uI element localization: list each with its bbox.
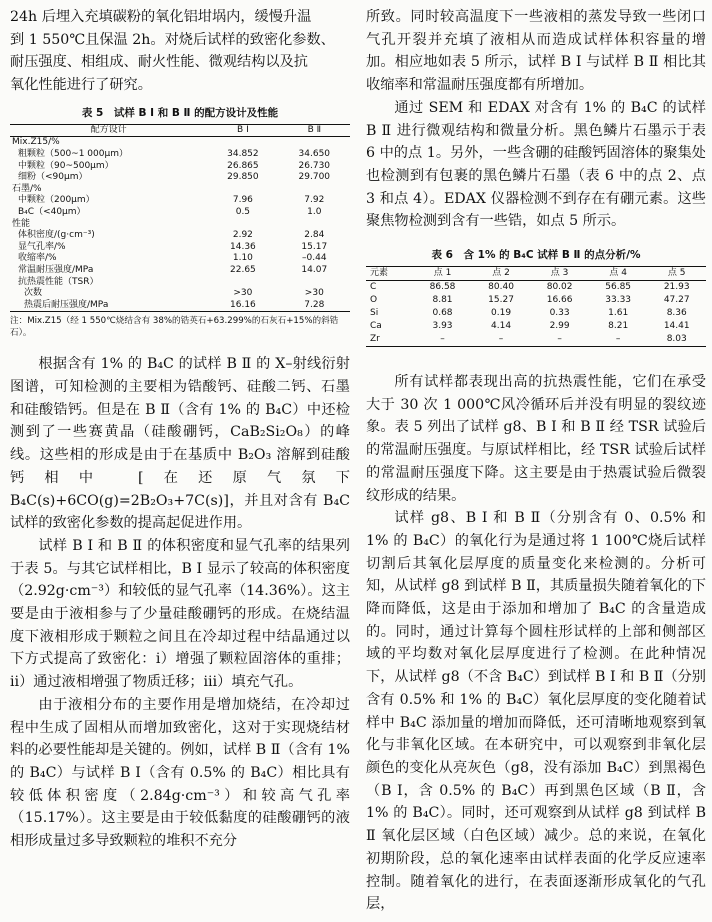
cell-value: 80.02 [546, 282, 573, 293]
table6 [366, 266, 706, 347]
cell-value: 26.730 [298, 160, 331, 171]
table6-body [366, 281, 706, 347]
right-paragraph-3: 所有试样都表现出高的抗热震性能，它们在承受大于 30 次 1 000℃风冷循环后并没有明显的裂纹迹象。表 5 列出了试样 g8、B I 和 B Ⅱ 经 TSR 试验后的常温耐压强度。与原试样相比，经 TSR 试验后试样的常温耐压强度下降。这主要是由于热震试验后微裂纹形成的结果。 [366, 374, 706, 504]
cell-value [279, 277, 350, 289]
table6-header-row [366, 267, 706, 281]
cell-value: 8.21 [608, 321, 629, 332]
cell-value [279, 137, 350, 149]
cell-value [207, 277, 278, 289]
cell-value: 15.17 [301, 241, 328, 252]
table-row [10, 230, 350, 242]
table-row [10, 288, 350, 300]
row-label: 热震后耐压强度/MPa [10, 300, 207, 312]
cell-value: –0.44 [302, 253, 327, 264]
row-label: Si [370, 308, 379, 319]
cell-value: 1.10 [232, 253, 253, 264]
cell-value: 8.36 [666, 308, 687, 319]
table-row [10, 219, 350, 231]
table6-header: 点 5 [647, 267, 706, 281]
row-label: Ca [370, 321, 382, 332]
table-row [10, 265, 350, 277]
cell-value: 34.650 [298, 149, 331, 159]
table-row [366, 320, 706, 333]
table-row [10, 253, 350, 265]
left-paragraph-1: 根据含有 1% 的 B₄C 的试样 B Ⅱ 的 X–射线衍射图谱，可知检测的主要相为锆酸钙、硅酸二钙、石墨和硅酸锆钙。但是在 B Ⅱ（含有 1% 的 B₄C）中还检测到了一些赛黄晶（硅酸硼钙，CaB₂Si₂O₈）的峰线。这些相的形成是由于在基质中 B₂O₃ 溶解到硅酸钙相中 [在还原气氛下 B₄C(s)+6CO(g)=2B₂O₃+7C(s)]，并且对含有 B₄C 试样的致密化参数的提高起促进作用。 [10, 356, 350, 532]
row-label: 常温耐压强度/MPa [18, 264, 94, 275]
table-row [366, 281, 706, 295]
row-label: 收缩率/% [18, 253, 57, 264]
left-top-line-3: 耐压强度、相组成、耐火性能、微观结构以及抗 [10, 54, 308, 71]
table5-body [10, 137, 350, 312]
right-paragraph-2: 通过 SEM 和 EDAX 对含有 1% 的 B₄C 的试样 B Ⅱ 进行微观结构和微量分析。黑色鳞片石墨示于表 6 中的点 1。另外，一些含硼的硅酸钙固溶体的聚集处也检测到有包裹的黑色鳞片石墨（表 6 中的点 2、点 3 和点 4）。EDAX 仪器检测不到存在有硼元素。这些聚焦物检测到含有一些锆，如点 5 所示。 [366, 99, 706, 230]
table5-header: 配方设计 [10, 124, 207, 137]
left-paragraph-2: 试样 B I 和 B Ⅱ 的体积密度和显气孔率的结果列于表 5。与其它试样相比，B I 显示了较高的体积密度（2.92g·cm⁻³）和较低的显气孔率（14.36%）。这主要是由于液相参与了少量硅酸硼钙的形成。在烧结温度下液相形成于颗粒之间且在冷却过程中结晶通过以下方式提高了致密化：ⅰ）增强了颗粒固溶体的重排；ⅱ）通过液相增强了物质迁移；ⅲ）填充气孔。 [10, 537, 350, 691]
table-row [10, 195, 350, 207]
cell-value: 0.68 [432, 308, 453, 319]
right-paragraph-4: 试样 g8、B I 和 B Ⅱ（分别含有 0、0.5% 和 1% 的 B₄C）的氧化行为是通过将 1 100℃烧后试样切割后其氧化层厚度的质量变化来检测的。分析可知，从试样 g8 到试样 B Ⅱ，其质量损失随着氧化的下降而降低，这是由于添加和增加了 B₄C 的含量造成的。同时，通过计算每个圆柱形试样的上部和侧部区域的平均数对氧化层厚度进行了检测。在此种情况下，从试样 g8（不含 B₄C）到试样 B I 和 B Ⅱ（分别含有 0.5% 和 1% 的 B₄C）氧化层厚度的变化随着试样中 B₄C 添加量的增加而降低，还可清晰地观察到氧化与非氧化区域。在本研究中，可以观察到非氧化层颜色的变化从亮灰色（g8，没有添加 B₄C）到黑褐色（B I，含 0.5% 的 B₄C）再到黑色区域（B Ⅱ，含 1% 的 B₄C）。同时，还可观察到从试样 g8 到试样 B Ⅱ 氧化层区域（白色区域）减少。总的来说，在氧化初期阶段，总的氧化速率由试样表面的化学反应速率控制。随着氧化的进行，在表面逐渐形成氧化的气孔层， [366, 510, 706, 913]
row-label: 粗颗粒（500~1 000μm） [18, 149, 128, 159]
cell-value [207, 137, 278, 149]
cell-value [279, 184, 350, 196]
table5-header: B I [207, 124, 278, 137]
table-row [10, 300, 350, 312]
cell-value [207, 219, 278, 231]
table-row [366, 333, 706, 347]
table6-header: 点 1 [413, 267, 472, 281]
cell-value: – [472, 333, 531, 347]
row-label: O [370, 295, 378, 306]
cell-value: 7.96 [232, 195, 253, 206]
row-label: B₄C（<40μm） [18, 206, 86, 217]
row-label: C [370, 282, 377, 293]
table-row [10, 172, 350, 184]
left-column [10, 6, 350, 853]
row-label: 中颗粒（90~500μm） [18, 160, 114, 171]
cell-value: 7.28 [279, 300, 350, 312]
cell-value: 14.07 [301, 264, 328, 275]
row-label: Zr [366, 333, 413, 347]
row-label: 显气孔率/% [18, 241, 66, 252]
table-row [10, 207, 350, 219]
cell-value: 29.850 [227, 172, 259, 183]
cell-value: 3.93 [432, 321, 453, 332]
table6-header: 点 4 [589, 267, 648, 281]
table5-note: 注：Mix.Z15（经 1 550℃烧结含有 38%的锆英石+63.299%的石灰石+15%的斜锆石）。 [10, 316, 339, 339]
table5 [10, 124, 350, 313]
cell-value: 15.27 [488, 295, 514, 306]
right-column [366, 6, 706, 916]
left-paragraph-3: 由于液相分布的主要作用是增加烧结，在冷却过程中生成了固相从而增加致密化，这对于实现烧结材料的必要性能却是关键的。例如，试样 B Ⅱ（含有 1% 的 B₄C）与试样 B I（含有 0.5% 的 B₄C）相比具有较低体积密度（2.84g·cm⁻³）和较高气孔率（15.17%）。这主要是由于较低黏度的硅酸硼钙的液相形成量过多导致颗粒的堆积不充分 [10, 696, 350, 850]
cell-value: 1.61 [608, 308, 629, 319]
cell-value: 0.19 [491, 308, 512, 319]
row-label: 次数 [24, 288, 43, 299]
cell-value: – [589, 333, 648, 347]
cell-value: 29.700 [298, 172, 331, 183]
cell-value: 7.92 [304, 195, 325, 206]
cell-value: >30 [304, 288, 324, 299]
table-row [366, 294, 706, 307]
cell-value: – [530, 333, 589, 347]
table6-caption: 表 6 含 1% 的 B₄C 试样 B Ⅱ 的点分析/% [431, 249, 641, 262]
row-label: 中颗粒（200μm） [18, 195, 95, 206]
table6-header: 点 2 [472, 267, 531, 281]
table6-header: 点 3 [530, 267, 589, 281]
table-row [10, 242, 350, 254]
table-row [10, 161, 350, 173]
cell-value: 33.33 [605, 295, 632, 306]
cell-value: 56.85 [605, 282, 632, 293]
cell-value: 2.84 [304, 230, 325, 241]
cell-value: 1.0 [307, 206, 322, 217]
cell-value: >30 [233, 288, 253, 299]
cell-value: 22.65 [230, 264, 256, 275]
table-row [366, 307, 706, 320]
cell-value: 16.16 [207, 300, 278, 312]
cell-value: 34.852 [227, 149, 259, 159]
cell-value [207, 184, 278, 196]
table-row [10, 277, 350, 289]
left-top-line-4: 氧化性能进行了研究。 [10, 77, 152, 94]
table5-header: B Ⅱ [279, 124, 350, 137]
cell-value: 26.865 [227, 160, 259, 171]
left-top-line-1: 24h 后埋入充填碳粉的氧化铝坩埚内，缓慢升温 [10, 9, 312, 25]
cell-value: 0.5 [235, 206, 251, 217]
row-label: 体积密度/(g·cm⁻³) [18, 230, 95, 241]
right-paragraph-1: 所致。同时较高温度下一些液相的蒸发导致一些闭口气孔开裂并充填了液相从而造成试样体积容量的增加。相应地如表 5 所示，试样 B I 与试样 B Ⅱ 相比其收缩率和常温耐压强度都有所增加。 [366, 9, 706, 94]
cell-value: 14.36 [230, 241, 256, 252]
cell-value: 2.99 [549, 321, 570, 332]
cell-value: 21.93 [663, 282, 690, 293]
cell-value: 47.27 [663, 295, 690, 306]
table-row [10, 149, 350, 161]
row-label: Mix.Z15/% [12, 137, 60, 148]
cell-value: 2.92 [232, 230, 253, 241]
table6-header: 元素 [366, 267, 413, 281]
cell-value: 16.66 [546, 295, 573, 306]
table-row [10, 184, 350, 196]
cell-value: 0.33 [549, 308, 570, 319]
cell-value: 4.14 [491, 321, 512, 332]
row-label: 性能 [12, 218, 31, 229]
cell-value: 14.41 [663, 321, 690, 332]
cell-value: – [413, 333, 472, 347]
cell-value: 86.58 [429, 282, 456, 293]
row-label: 抗热震性能（TSR） [18, 276, 99, 287]
cell-value: 80.40 [488, 282, 514, 293]
table5-caption: 表 5 试样 B I 和 B Ⅱ 的配方设计及性能 [81, 106, 279, 119]
table-row [10, 137, 350, 149]
left-top-line-2: 到 1 550℃且保温 2h。对烧后试样的致密化参数、 [10, 31, 335, 48]
row-label: 石墨/% [12, 183, 42, 194]
table5-header-row [10, 124, 350, 137]
row-label: 细粉（<90μm） [18, 172, 88, 183]
cell-value: 8.81 [432, 295, 453, 306]
cell-value [279, 219, 350, 231]
cell-value: 8.03 [647, 333, 706, 347]
